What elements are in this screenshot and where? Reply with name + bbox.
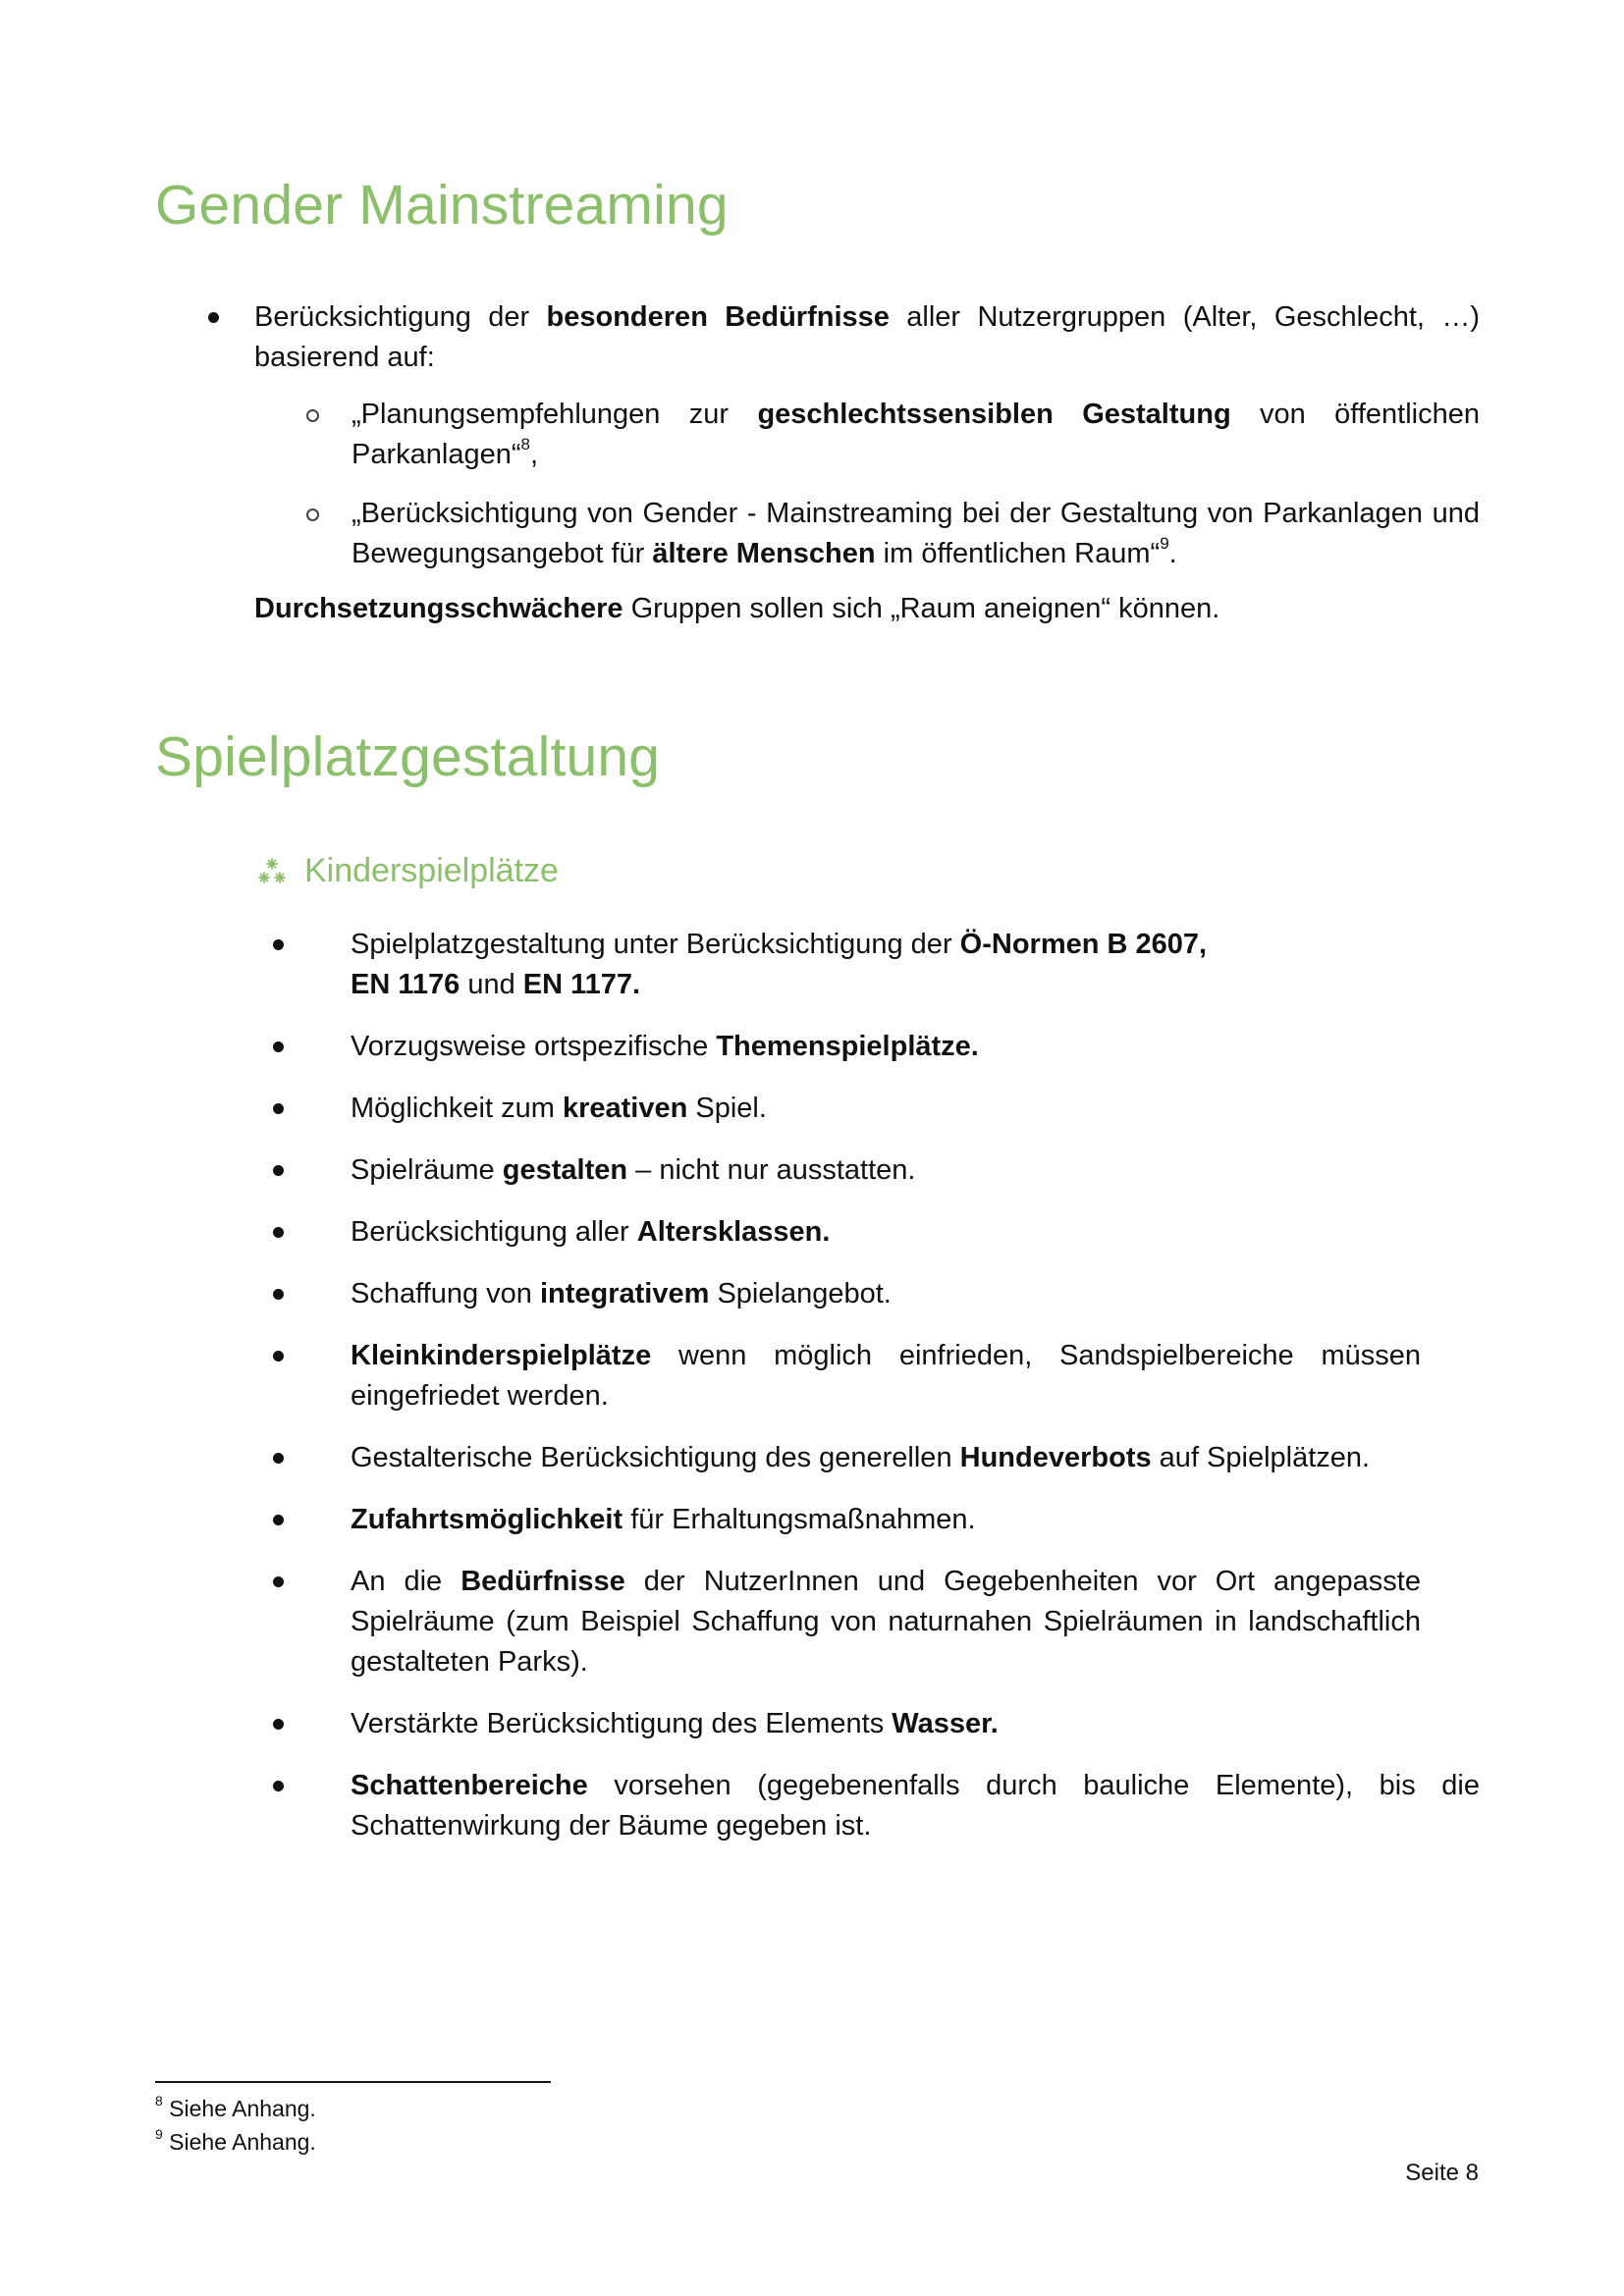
bullet-dot-icon — [273, 1453, 284, 1464]
sub-bullet-circle-icon — [306, 409, 319, 422]
subheading-label: Kinderspielplätze — [304, 852, 559, 889]
spielplatz-item-5: Berücksichtigung aller Altersklassen. — [351, 1216, 831, 1248]
bullet-dot-icon — [273, 1289, 284, 1300]
bullet-dot-icon — [273, 1515, 284, 1525]
bullet-dot-icon — [273, 1719, 284, 1730]
footnote-8: $^8$ Siehe Anhang. — [155, 2093, 316, 2121]
spielplatz-item-3: Möglichkeit zum kreativen Spiel. — [351, 1093, 767, 1124]
gender-bullet-1: Berücksichtigung der besonderen Bedürfnisse aller Nutzergruppen (Alter, Geschlecht, …) basierend auf: — [254, 301, 1480, 373]
bullet-dot-icon — [273, 1781, 284, 1791]
footnote-separator — [155, 2081, 551, 2083]
page-number: Seite 8 — [1405, 2160, 1479, 2186]
subheading-kinderspielplaetze — [255, 852, 559, 890]
bullet-dot-icon — [208, 312, 219, 323]
asterism-icon — [255, 855, 289, 888]
gender-subitem-2: „Berücksichtigung von Gender - Mainstreaming bei der Gestaltung von Parkanlagen und Bewegungsangebot für ältere Menschen im öffentlichen Raum“$^9$. — [352, 498, 1480, 569]
bullet-dot-icon — [273, 1041, 284, 1052]
bullet-dot-icon — [273, 1165, 284, 1176]
gender-closing-paragraph: Durchsetzungsschwächere Gruppen sollen sich „Raum aneignen“ können. — [254, 593, 1220, 624]
spielplatz-item-2: Vorzugsweise ortspezifische Themenspielplätze. — [351, 1031, 979, 1062]
heading-spielplatzgestaltung: Spielplatzgestaltung — [155, 725, 661, 788]
spielplatz-item-9: Zufahrtsmöglichkeit für Erhaltungsmaßnahmen. — [351, 1504, 976, 1535]
spielplatz-item-4: Spielräume gestalten – nicht nur ausstatten. — [351, 1154, 916, 1186]
bullet-dot-icon — [273, 1103, 284, 1114]
bullet-dot-icon — [273, 939, 284, 950]
spielplatz-item-11: Verstärkte Berücksichtigung des Elements Wasser. — [351, 1708, 999, 1739]
heading-gender-mainstreaming: Gender Mainstreaming — [155, 174, 729, 237]
gender-subitem-1: „Planungsempfehlungen zur geschlechtssensiblen Gestaltung von öffentlichen Parkanlagen“$^8$, — [352, 399, 1480, 470]
footnote-ref-9[interactable]: 9 — [1160, 534, 1169, 554]
bullet-dot-icon — [273, 1576, 284, 1587]
bullet-dot-icon — [273, 1351, 284, 1362]
footnote-9: $^9$ Siehe Anhang. — [155, 2126, 316, 2155]
spielplatz-item-8: Gestalterische Berücksichtigung des generellen Hundeverbots auf Spielplätzen. — [351, 1442, 1371, 1473]
spielplatz-item-12: Schattenbereiche vorsehen (gegebenenfalls durch bauliche Elemente), bis die Schattenwirkung der Bäume gegeben ist. — [351, 1770, 1480, 1842]
footnote-ref-8[interactable]: 8 — [520, 435, 530, 454]
spielplatz-item-6: Schaffung von integrativem Spielangebot. — [351, 1278, 892, 1309]
spielplatz-item-1: Spielplatzgestaltung unter Berücksichtigung der Ö-Normen B 2607, EN 1176 und EN 1177. — [351, 929, 1208, 1000]
bullet-dot-icon — [273, 1227, 284, 1238]
spielplatz-item-10: An die Bedürfnisse der NutzerInnen und Gegebenheiten vor Ort angepasste Spielräume (zum Beispiel Schaffung von naturnahen Spielräumen in landschaftlich gestalteten Parks). — [351, 1566, 1421, 1678]
sub-bullet-circle-icon — [306, 508, 319, 521]
spielplatz-item-7: Kleinkinderspielplätze wenn möglich einfrieden, Sandspielbereiche müssen eingefriedet werden. — [351, 1340, 1421, 1412]
